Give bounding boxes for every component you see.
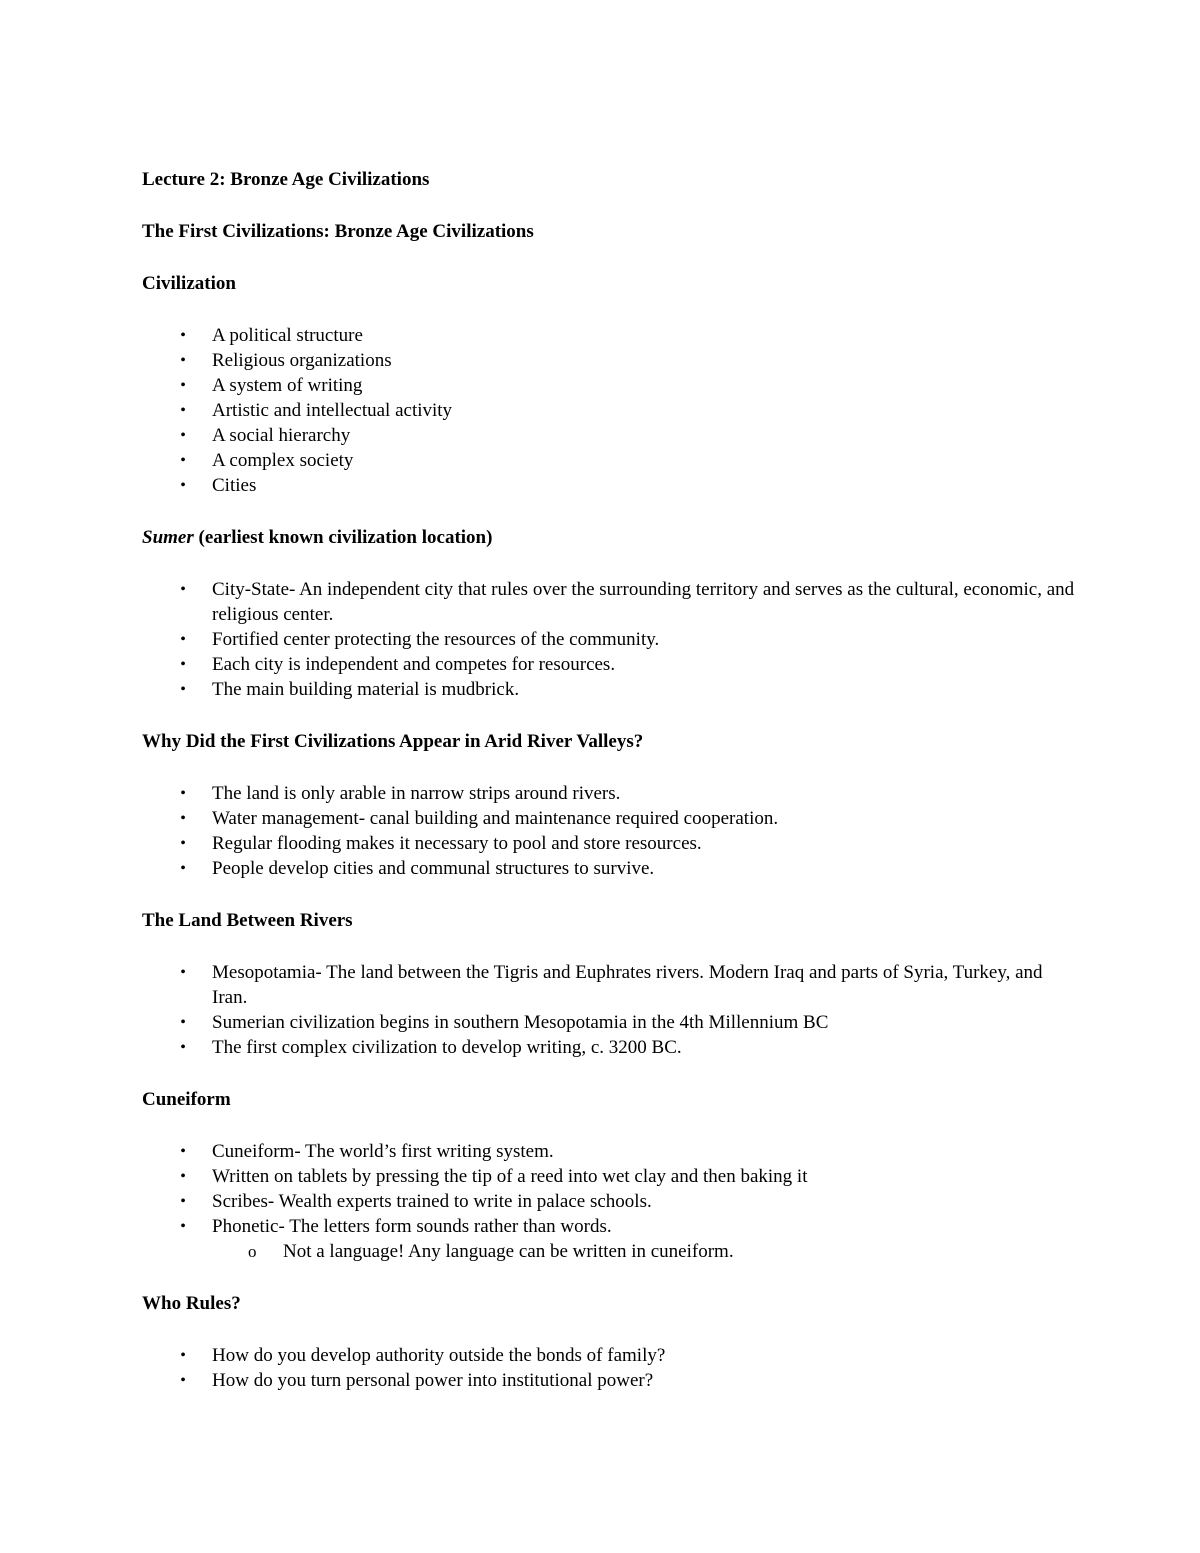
bullet-icon: • [180,427,186,444]
document-subtitle: The First Civilizations: Bronze Age Civilizations [142,221,534,242]
list-item [142,423,1082,448]
bullet-icon: • [180,352,186,369]
section-heading-sumer-italic: Sumer [142,527,194,548]
bullet-icon: • [180,964,186,981]
list-item [142,1214,1082,1264]
list-item-text: The land is only arable in narrow strips around rivers. [212,783,621,804]
bullet-icon: • [180,1143,186,1160]
bullet-icon: • [180,1039,186,1056]
section-heading-cuneiform: Cuneiform [142,1089,231,1110]
list-item-text: Fortified center protecting the resources of the community. [212,629,660,650]
list-item-text: Artistic and intellectual activity [212,400,453,421]
list-item [142,677,1082,702]
list-item-text: A system of writing [212,375,363,396]
list-item-text: Mesopotamia- The land between the Tigris and Euphrates rivers. Modern Iraq and parts of Syria, Turkey, and Iran. [212,962,1043,1008]
list-item [142,373,1082,398]
sub-list-item-text: Not a language! Any language can be written in cuneiform. [283,1241,734,1262]
list-item [142,1035,1082,1060]
bullet-icon: • [180,452,186,469]
section-heading-civilization: Civilization [142,273,236,294]
bullet-icon: • [180,477,186,494]
list-item [142,1343,1082,1368]
document-title: Lecture 2: Bronze Age Civilizations [142,169,430,190]
bullet-icon: • [180,327,186,344]
sub-list-item [212,1239,1082,1264]
list-item [142,398,1082,423]
bullet-list-sumer [142,577,1082,702]
list-item-text: How do you develop authority outside the bonds of family? [212,1345,666,1366]
section-heading-land-between-rivers: The Land Between Rivers [142,910,353,931]
list-item [142,806,1082,831]
list-item [142,831,1082,856]
list-item [142,577,1082,627]
list-item [142,627,1082,652]
bullet-icon: • [180,581,186,598]
list-item [142,652,1082,677]
list-item [142,1164,1082,1189]
section-heading-who-rules: Who Rules? [142,1293,241,1314]
list-item-text: A social hierarchy [212,425,351,446]
list-item-text: A political structure [212,325,363,346]
list-item [142,1368,1082,1393]
bullet-icon: • [180,1014,186,1031]
list-item-text: Cities [212,475,257,496]
bullet-icon: • [180,1347,186,1364]
bullet-icon: • [180,681,186,698]
bullet-icon: • [180,656,186,673]
section-heading-sumer-rest: (earliest known civilization location) [193,527,493,548]
list-item-text: Scribes- Wealth experts trained to write in palace schools. [212,1191,652,1212]
list-item-text: Regular flooding makes it necessary to pool and store resources. [212,833,702,854]
bullet-list-civilization [142,323,1082,498]
list-item [142,348,1082,373]
bullet-icon: • [180,785,186,802]
list-item-text: Each city is independent and competes for resources. [212,654,616,675]
list-item-text: Phonetic- The letters form sounds rather than words. [212,1216,612,1237]
bullet-icon: • [180,860,186,877]
bullet-icon: • [180,1193,186,1210]
bullet-list-who-rules [142,1343,1082,1393]
list-item-text: Religious organizations [212,350,392,371]
bullet-list-arid-river-valleys [142,781,1082,881]
list-item-text: Written on tablets by pressing the tip of a reed into wet clay and then baking it [212,1166,808,1187]
list-item [142,960,1082,1010]
list-item-text: The first complex civilization to develop writing, c. 3200 BC. [212,1037,682,1058]
list-item-text: Cuneiform- The world’s first writing system. [212,1141,554,1162]
list-item-text: Sumerian civilization begins in southern Mesopotamia in the 4th Millennium BC [212,1012,829,1033]
list-item-text: The main building material is mudbrick. [212,679,520,700]
list-item-text: How do you turn personal power into institutional power? [212,1370,654,1391]
document-page [142,167,1082,1420]
list-item-text: City-State- An independent city that rules over the surrounding territory and serves as the cultural, economic, and religious center. [212,579,1075,625]
bullet-list-land-between-rivers [142,960,1082,1060]
bullet-icon: • [180,810,186,827]
list-item [142,856,1082,881]
bullet-icon: • [180,835,186,852]
sub-bullet-list-cuneiform [142,1239,1082,1264]
list-item [142,1189,1082,1214]
bullet-icon: • [180,1372,186,1389]
bullet-icon: • [180,1218,186,1235]
sub-bullet-icon: o [248,1242,257,1261]
list-item [142,448,1082,473]
list-item [142,1139,1082,1164]
list-item-text: Water management- canal building and maintenance required cooperation. [212,808,779,829]
list-item-text: A complex society [212,450,354,471]
list-item-text: People develop cities and communal structures to survive. [212,858,655,879]
section-heading-sumer [142,525,1082,550]
list-item [142,781,1082,806]
bullet-list-cuneiform [142,1139,1082,1264]
list-item [142,323,1082,348]
bullet-icon: • [180,377,186,394]
bullet-icon: • [180,1168,186,1185]
list-item [142,1010,1082,1035]
section-heading-arid-river-valleys: Why Did the First Civilizations Appear in Arid River Valleys? [142,731,644,752]
bullet-icon: • [180,402,186,419]
list-item [142,473,1082,498]
bullet-icon: • [180,631,186,648]
